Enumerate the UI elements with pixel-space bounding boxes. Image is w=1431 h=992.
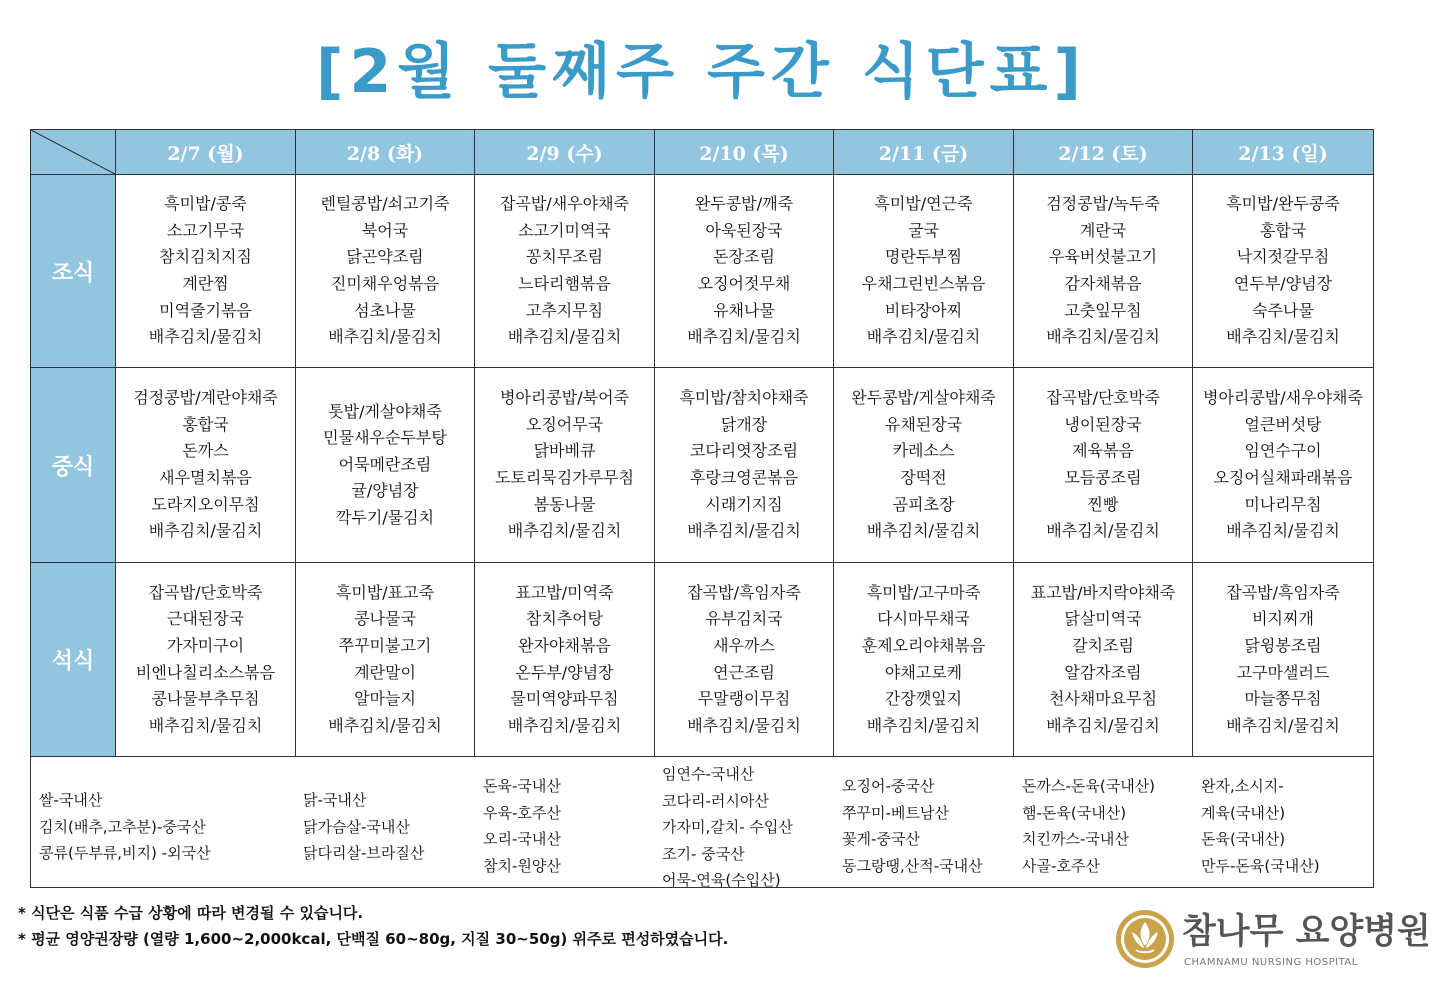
menu-item: 근대된장국 <box>166 609 245 629</box>
origin-line: 계육(국내산) <box>1201 803 1286 822</box>
menu-item: 검정콩밥/계란야채죽 <box>133 388 278 408</box>
origin-line: 김치(배추,고추분)-중국산 <box>39 817 206 836</box>
menu-cell <box>116 368 296 563</box>
menu-cell <box>1193 175 1374 368</box>
menu-item: 잡곡밥/단호박죽 <box>148 582 263 602</box>
menu-item: 고추지무침 <box>525 300 604 320</box>
menu-item: 배추김치/물김치 <box>687 327 801 347</box>
menu-cell <box>1014 563 1193 757</box>
origin-line: 쌀-국내산 <box>39 791 103 809</box>
menu-item: 연두부/양념장 <box>1233 274 1333 293</box>
menu-item: 배추김치/물김치 <box>1046 327 1160 347</box>
origin-line: 꽃게-중국산 <box>842 830 920 848</box>
menu-item: 닭살미역국 <box>1064 609 1142 629</box>
menu-item: 오징어젓무채 <box>697 274 791 293</box>
oak-leaf-logo-icon <box>1114 908 1176 970</box>
menu-item: 미나리무침 <box>1244 494 1322 514</box>
menu-item: 배추김치/물김치 <box>507 715 622 735</box>
menu-item: 배추김치/물김치 <box>148 715 263 735</box>
origin-line: 닭가슴살-국내산 <box>303 817 410 836</box>
menu-item: 돈장조림 <box>713 247 775 267</box>
meal-label: 중식 <box>31 368 116 563</box>
origin-line: 임연수-국내산 <box>662 765 755 783</box>
day-header: 2/8 (화) <box>296 130 475 175</box>
menu-item: 잡곡밥/새우야채죽 <box>499 194 630 214</box>
origin-row <box>31 757 1374 888</box>
origin-line: 돈육-국내산 <box>483 777 561 795</box>
menu-item: 아욱된장국 <box>705 220 783 240</box>
menu-item: 잡곡밥/흑임자죽 <box>1226 582 1340 602</box>
origin-info-cell <box>31 757 1374 888</box>
menu-item: 북어국 <box>361 220 409 240</box>
menu-item: 계란국 <box>1079 220 1127 240</box>
menu-item: 후랑크영콘볶음 <box>689 468 799 487</box>
origin-line: 돈까스-돈육(국내산) <box>1022 777 1156 795</box>
menu-item: 진미채우엉볶음 <box>330 274 440 293</box>
menu-item: 닭개장 <box>720 414 768 434</box>
origin-line: 동그랑땡,산적-국내산 <box>842 856 983 875</box>
menu-item: 배추김치/물김치 <box>1046 715 1160 735</box>
menu-item: 갈치조림 <box>1072 635 1134 655</box>
origin-column <box>303 787 424 867</box>
menu-item: 잡곡밥/흑임자죽 <box>687 582 801 602</box>
menu-item: 유부김치국 <box>705 609 783 629</box>
menu-item: 어묵메란조림 <box>338 454 432 474</box>
menu-item: 명란두부찜 <box>884 247 963 267</box>
day-header: 2/12 (토) <box>1014 130 1193 175</box>
menu-item: 홍합국 <box>1259 220 1307 240</box>
menu-item: 배추김치/물김치 <box>866 521 981 541</box>
menu-item: 흑미밥/참치야채죽 <box>679 388 809 408</box>
menu-item: 쭈꾸미불고기 <box>338 635 432 655</box>
menu-item: 고구마샐러드 <box>1236 662 1330 682</box>
menu-item: 비엔나칠리소스볶음 <box>135 662 276 682</box>
hospital-name: 참나무 요양병원 <box>1182 912 1431 952</box>
origin-line: 콩류(두부류,비지) -외국산 <box>39 844 211 862</box>
menu-item: 소고기무국 <box>166 220 245 240</box>
menu-item: 다시마무채국 <box>877 609 970 629</box>
menu-item: 완두콩밥/깨죽 <box>694 194 794 214</box>
menu-item: 숙주나물 <box>1252 300 1314 320</box>
day-header: 2/9 (수) <box>475 130 655 175</box>
menu-cell <box>655 368 834 563</box>
note-line: * 평균 영양권장량 (열량 1,600~2,000kcal, 단백질 60~80g, 지질 30~50g) 위주로 편성하였습니다. <box>18 930 729 948</box>
menu-item: 간장깻잎지 <box>884 689 963 709</box>
menu-item: 배추김치/물김치 <box>328 327 442 347</box>
menu-item: 배추김치/물김치 <box>328 715 442 735</box>
origin-line: 오리-국내산 <box>483 830 561 848</box>
menu-item: 참치김치지짐 <box>159 247 252 267</box>
menu-item: 닭바베큐 <box>533 441 596 461</box>
menu-cell <box>296 368 475 563</box>
origin-line: 참치-원양산 <box>483 856 561 875</box>
menu-item: 시래기지짐 <box>705 494 783 514</box>
hospital-logo <box>1114 908 1431 978</box>
origin-line: 오징어-중국산 <box>842 777 935 795</box>
menu-item: 잡곡밥/단호박죽 <box>1046 388 1160 408</box>
menu-item: 우육버섯불고기 <box>1048 247 1158 267</box>
menu-item: 연근조림 <box>713 662 775 682</box>
menu-item: 배추김치/물김치 <box>507 327 622 347</box>
menu-item: 새우멸치볶음 <box>159 468 252 487</box>
meal-row-lunch <box>31 368 1374 563</box>
menu-item: 배추김치/물김치 <box>148 521 263 541</box>
menu-item: 검정콩밥/녹두죽 <box>1046 194 1160 214</box>
menu-item: 배추김치/물김치 <box>1226 715 1340 735</box>
menu-item: 오징어무국 <box>525 414 604 434</box>
origin-line: 돈육(국내산) <box>1201 830 1286 848</box>
menu-item: 오징어실채파래볶음 <box>1213 468 1353 487</box>
day-header: 2/7 (월) <box>116 130 296 175</box>
menu-item: 얼큰버섯탕 <box>1244 414 1322 434</box>
weekly-menu-table <box>30 129 1374 888</box>
menu-cell <box>834 563 1014 757</box>
menu-item: 배추김치/물김치 <box>1226 521 1340 541</box>
menu-item: 섬초나물 <box>354 300 416 320</box>
menu-item: 배추김치/물김치 <box>1226 327 1340 347</box>
origin-info <box>31 757 1373 887</box>
menu-item: 콩나물부추무침 <box>151 689 260 709</box>
menu-item: 소고기미역국 <box>518 220 611 240</box>
menu-item: 온두부/양념장 <box>515 662 614 682</box>
origin-line: 완자,소시지- <box>1201 777 1284 795</box>
menu-item: 찐빵 <box>1087 494 1119 514</box>
menu-item: 닭곤약조림 <box>346 247 424 267</box>
menu-item: 표고밥/바지락야채죽 <box>1030 582 1176 602</box>
menu-item: 도토리묵김가루무침 <box>494 468 635 487</box>
menu-item: 고춧잎무침 <box>1064 300 1142 320</box>
menu-item: 닭윙봉조림 <box>1244 635 1322 655</box>
origin-line: 코다리-러시아산 <box>662 791 769 810</box>
menu-item: 콩나물국 <box>354 609 416 629</box>
menu-item: 홍합국 <box>182 414 229 434</box>
menu-cell <box>655 175 834 368</box>
origin-line: 어묵-연육(수입산) <box>662 871 781 889</box>
meal-label: 조식 <box>31 175 116 368</box>
menu-item: 계란찜 <box>182 274 229 293</box>
menu-item: 귤/양념장 <box>351 481 419 501</box>
day-header: 2/11 (금) <box>834 130 1014 175</box>
menu-item: 도라지오이무침 <box>151 494 260 514</box>
origin-column <box>662 761 793 894</box>
menu-cell <box>1193 368 1374 563</box>
menu-cell <box>475 563 655 757</box>
menu-item: 야채고로케 <box>884 662 963 682</box>
origin-line: 닭-국내산 <box>303 791 367 809</box>
menu-item: 알감자조림 <box>1064 662 1142 682</box>
menu-item: 배추김치/물김치 <box>866 715 981 735</box>
menu-item: 배추김치/물김치 <box>148 327 263 347</box>
menu-item: 가자미구이 <box>166 635 245 655</box>
menu-item: 물미역양파무침 <box>510 689 619 709</box>
menu-cell <box>1014 368 1193 563</box>
day-header-row <box>31 130 1374 175</box>
menu-item: 배추김치/물김치 <box>687 715 801 735</box>
menu-item: 배추김치/물김치 <box>687 521 801 541</box>
menu-cell <box>116 563 296 757</box>
menu-item: 굴국 <box>908 220 939 240</box>
menu-item: 낙지젓갈무침 <box>1236 247 1330 267</box>
menu-item: 새우까스 <box>713 635 775 655</box>
menu-item: 꽁치무조림 <box>525 247 604 267</box>
menu-item: 우채그린빈스볶음 <box>861 274 986 293</box>
menu-item: 병아리콩밥/북어죽 <box>499 388 630 408</box>
menu-item: 배추김치/물김치 <box>866 327 981 347</box>
day-header: 2/10 (목) <box>655 130 834 175</box>
menu-item: 무말랭이무침 <box>697 689 791 709</box>
menu-item: 장떡전 <box>900 468 947 487</box>
menu-item: 배추김치/물김치 <box>507 521 622 541</box>
meal-label: 석식 <box>31 563 116 757</box>
origin-line: 치킨까스-국내산 <box>1022 830 1129 848</box>
origin-line: 우육-호주산 <box>483 803 561 822</box>
note-line: * 식단은 식품 수급 상황에 따라 변경될 수 있습니다. <box>18 904 364 922</box>
menu-item: 훈제오리야채볶음 <box>861 635 986 655</box>
origin-column <box>1022 773 1155 879</box>
menu-item: 모듬콩조림 <box>1064 468 1142 487</box>
menu-item: 마늘쫑무침 <box>1244 689 1322 709</box>
menu-item: 천사채마요무침 <box>1048 689 1158 709</box>
menu-item: 흑미밥/완두콩죽 <box>1226 194 1340 214</box>
menu-cell <box>834 368 1014 563</box>
menu-item: 제육볶음 <box>1072 441 1134 461</box>
menu-item: 봄동나물 <box>533 494 596 514</box>
menu-cell <box>1014 175 1193 368</box>
menu-item: 배추김치/물김치 <box>1046 521 1160 541</box>
day-header: 2/13 (일) <box>1193 130 1374 175</box>
menu-cell <box>296 563 475 757</box>
origin-column <box>842 773 983 879</box>
menu-item: 깍두기/물김치 <box>335 507 435 527</box>
menu-item: 비지찌개 <box>1252 609 1314 629</box>
menu-cell <box>296 175 475 368</box>
menu-item: 코다리엿장조림 <box>689 441 799 461</box>
menu-item: 톳밥/게살야채죽 <box>328 401 442 421</box>
menu-item: 냉이된장국 <box>1064 414 1142 434</box>
menu-item: 비타장아찌 <box>884 300 963 320</box>
menu-item: 유채된장국 <box>884 414 963 434</box>
menu-item: 표고밥/미역죽 <box>515 582 614 602</box>
menu-cell <box>1193 563 1374 757</box>
origin-line: 만두-돈육(국내산) <box>1201 856 1320 875</box>
menu-item: 완자야채볶음 <box>518 635 611 655</box>
menu-item: 흑미밥/표고죽 <box>335 582 435 602</box>
menu-item: 임연수구이 <box>1244 441 1322 461</box>
origin-line: 쭈꾸미-베트남산 <box>842 803 949 822</box>
menu-item: 알마늘지 <box>354 689 416 709</box>
origin-column <box>39 787 211 867</box>
origin-column <box>1201 773 1320 879</box>
hospital-subtitle: CHAMNAMU NURSING HOSPITAL <box>1184 957 1358 968</box>
origin-line: 닭다리살-브라질산 <box>303 844 425 862</box>
menu-cell <box>834 175 1014 368</box>
menu-item: 흑미밥/고구마죽 <box>866 582 981 602</box>
menu-cell <box>475 175 655 368</box>
page-title: [2월 둘째주 주간 식단표] <box>316 37 1087 107</box>
menu-item: 유채나물 <box>713 300 775 320</box>
menu-item: 카레소스 <box>892 441 955 461</box>
menu-item: 민물새우순두부탕 <box>323 428 447 448</box>
menu-item: 감자채볶음 <box>1064 274 1142 293</box>
notes <box>18 900 728 952</box>
menu-item: 계란말이 <box>354 662 416 682</box>
meal-row-breakfast <box>31 175 1374 368</box>
menu-item: 병아리콩밥/새우야채죽 <box>1203 388 1363 408</box>
menu-item: 돈까스 <box>182 441 229 461</box>
origin-column <box>483 773 561 879</box>
menu-item: 완두콩밥/게살야채죽 <box>851 388 996 408</box>
menu-cell <box>116 175 296 368</box>
origin-line: 조기- 중국산 <box>662 844 745 863</box>
meal-row-dinner <box>31 563 1374 757</box>
menu-item: 흑미밥/콩죽 <box>164 194 247 214</box>
corner-cell <box>31 130 116 175</box>
menu-item: 느타리햄볶음 <box>518 274 611 293</box>
menu-item: 곰피초장 <box>892 494 955 514</box>
menu-cell <box>655 563 834 757</box>
menu-item: 미역줄기볶음 <box>159 300 252 320</box>
origin-line: 햄-돈육(국내산) <box>1022 803 1127 822</box>
origin-line: 사골-호주산 <box>1022 856 1100 875</box>
origin-line: 가자미,갈치- 수입산 <box>662 818 793 836</box>
menu-item: 흑미밥/연근죽 <box>874 194 973 214</box>
menu-item: 참치추어탕 <box>525 609 604 629</box>
menu-item: 렌틸콩밥/쇠고기죽 <box>320 194 450 214</box>
menu-cell <box>475 368 655 563</box>
